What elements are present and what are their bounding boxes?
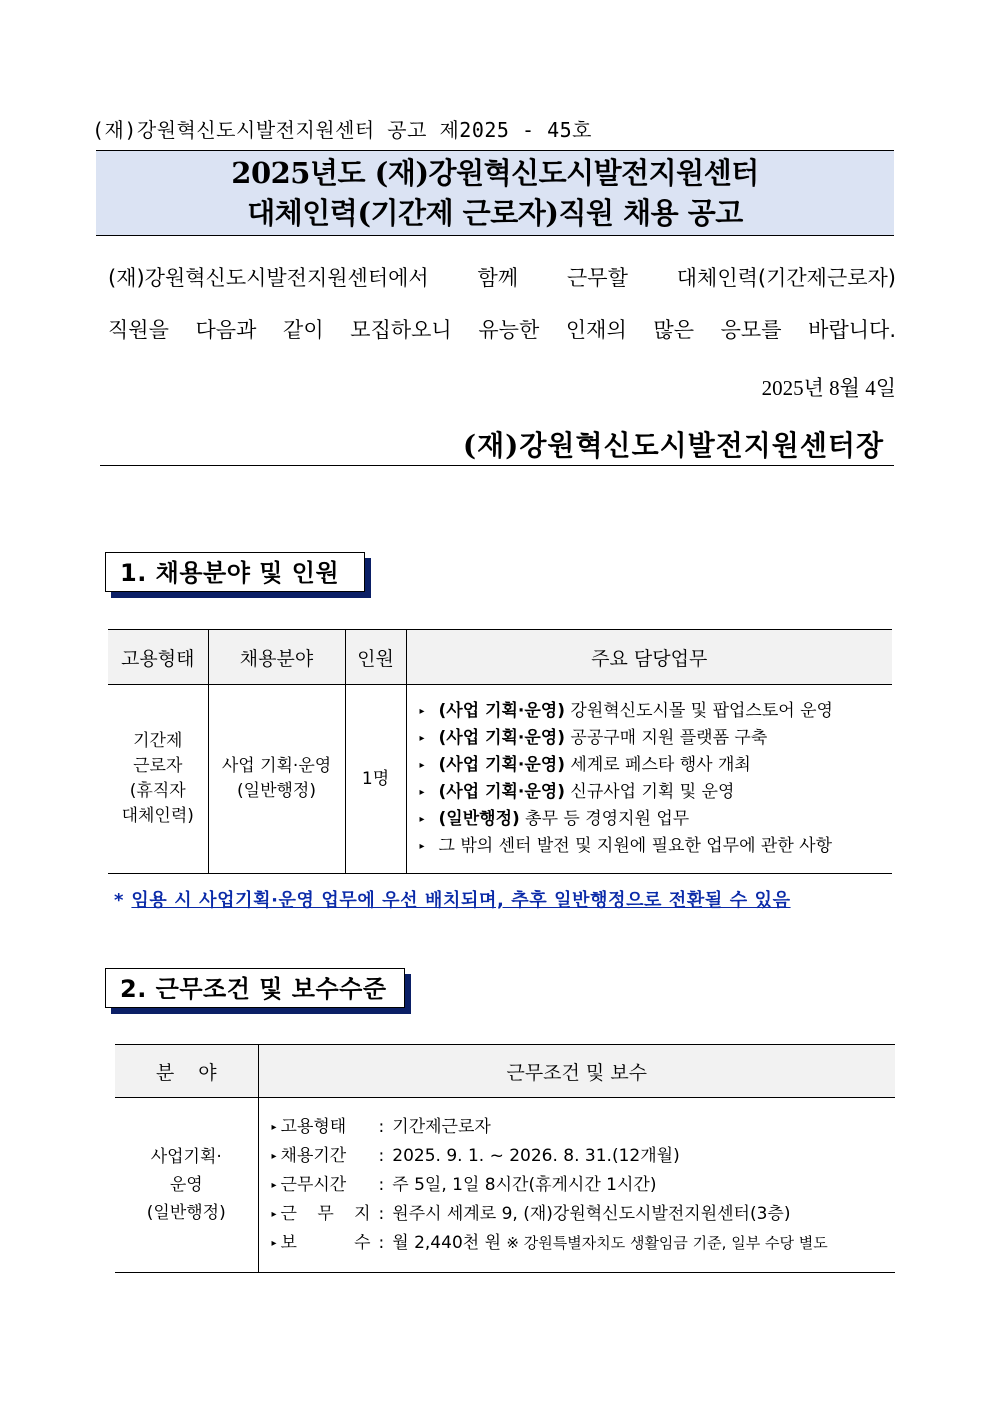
- title-banner: [96, 150, 894, 236]
- list-item: ▸ (사업 기획·운영) 공공구매 지원 플랫폼 구축: [419, 728, 768, 748]
- triangle-bullet-icon: ▸: [271, 1208, 277, 1220]
- placement-note: [114, 886, 791, 912]
- list-item: ▸ (사업 기획·운영) 강원혁신도시몰 및 팝업스토어 운영: [419, 701, 833, 721]
- duty-list: [408, 698, 892, 860]
- section-1-heading: 1. 채용분야 및 인원: [105, 552, 365, 592]
- cell-employment-type: 기간제 근로자 (휴직자 대체인력): [108, 685, 208, 874]
- list-item: ▸ 그 밖의 센터 발전 및 지원에 필요한 업무에 관한 사항: [419, 836, 833, 856]
- table-row: [108, 685, 892, 874]
- conditions-list: [260, 1113, 895, 1258]
- triangle-bullet-icon: ▸: [419, 841, 425, 852]
- table-header-row: [115, 1045, 895, 1098]
- divider: [100, 465, 894, 466]
- list-item: ▸ 고용형태 : 기간제근로자: [271, 1116, 491, 1137]
- header-conditions: 근무조건 및 보수: [258, 1045, 895, 1098]
- triangle-bullet-icon: ▸: [419, 787, 425, 798]
- triangle-bullet-icon: ▸: [419, 760, 425, 771]
- triangle-bullet-icon: ▸: [271, 1150, 277, 1162]
- issuer-name: (재)강원혁신도시발전지원센터장: [462, 429, 884, 462]
- header-field: 분 야: [115, 1045, 258, 1098]
- header-employment-type: 고용형태: [108, 630, 208, 685]
- header-duties: 주요 담당업무: [406, 630, 892, 685]
- header-field: 채용분야: [208, 630, 345, 685]
- triangle-bullet-icon: ▸: [419, 733, 425, 744]
- list-item: ▸ 채용기간 : 2025. 9. 1. ~ 2026. 8. 31.(12개월): [271, 1145, 680, 1166]
- triangle-bullet-icon: ▸: [271, 1237, 277, 1249]
- title-line-2: 대체인력(기간제 근로자)직원 채용 공고: [247, 196, 743, 230]
- table-row: [115, 1098, 895, 1273]
- conditions-table: [115, 1044, 895, 1273]
- intro-line-2: 직원을 다음과 같이 모집하오니 유능한 인재의 많은 응모를 바랍니다.: [108, 318, 896, 342]
- triangle-bullet-icon: ▸: [271, 1121, 277, 1133]
- list-item: ▸ (일반행정) 총무 등 경영지원 업무: [419, 809, 690, 829]
- title-line-1: 2025년도 (재)강원혁신도시발전지원센터: [231, 156, 759, 190]
- triangle-bullet-icon: ▸: [419, 706, 425, 717]
- triangle-bullet-icon: ▸: [419, 814, 425, 825]
- cell-field: 사업 기획·운영 (일반행정): [208, 685, 345, 874]
- cell-conditions: [258, 1098, 895, 1273]
- list-item: ▸ (사업 기획·운영) 신규사업 기획 및 운영: [419, 782, 735, 802]
- cell-headcount: 1명: [345, 685, 406, 874]
- intro-line-1: (재)강원혁신도시발전지원센터에서 함께 근무할 대체인력(기간제근로자): [108, 266, 896, 290]
- list-item: ▸ (사업 기획·운영) 세계로 페스타 행사 개최: [419, 755, 751, 775]
- list-item: ▸ 보 수 : 월 2,440천 원 ※ 강원특별자치도 생활임금 기준, 일부 수당 별도: [271, 1232, 828, 1253]
- cell-duties: [406, 685, 892, 874]
- list-item: ▸ 근 무 지 : 원주시 세계로 9, (재)강원혁신도시발전지원센터(3층): [271, 1203, 791, 1224]
- notice-number: (재)강원혁신도시발전지원센터 공고 제2025 - 45호: [92, 118, 592, 142]
- section-2-heading: 2. 근무조건 및 보수수준: [105, 968, 405, 1008]
- salary-remark: ※ 강원특별자치도 생활임금 기준, 일부 수당 별도: [506, 1233, 828, 1252]
- asterisk-icon: *: [114, 890, 124, 911]
- triangle-bullet-icon: ▸: [271, 1179, 277, 1191]
- cell-field: 사업기획· 운영 (일반행정): [115, 1098, 258, 1273]
- list-item: ▸ 근무시간 : 주 5일, 1일 8시간(휴게시간 1시간): [271, 1174, 657, 1195]
- table-header-row: [108, 630, 892, 685]
- header-headcount: 인원: [345, 630, 406, 685]
- announcement-date: 2025년 8월 4일: [761, 376, 896, 400]
- note-text: 임용 시 사업기획·운영 업무에 우선 배치되며, 추후 일반행정으로 전환될 수 있음: [131, 890, 791, 911]
- recruitment-table: [108, 629, 892, 874]
